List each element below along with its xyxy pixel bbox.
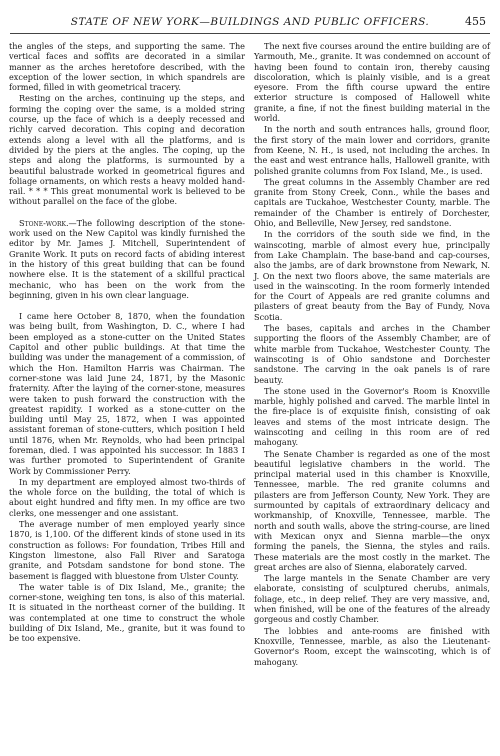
page-number: 455 bbox=[465, 15, 486, 28]
paragraph: The lobbies and ante-rooms are finished with Knoxville, Tennessee, marble, as also the Lieutenant-Governor's Room, except the wainscoting, which is of mahogany. bbox=[254, 625, 490, 667]
running-header-title: STATE OF NEW YORK—BUILDINGS AND PUBLIC OFFICERS. bbox=[70, 16, 430, 28]
paragraph-stone-work bbox=[9, 218, 245, 300]
paragraph-body: —The following description of the stone-work used on the New Capitol was kindly furnished the editor by Mr. James J. Mitchell, Superintendent of Granite Work. It puts on record facts of abiding interest in the history of this great building that can be found nowhere else. It is the statement of a skillful practical mechanic, who has been on the work from the beginning, given in his own clear language. bbox=[9, 217, 245, 300]
section-lead-in: Stone-work. bbox=[19, 217, 69, 228]
paragraph: The stone used in the Governor's Room is Knoxville marble, highly polished and carved. The marble lintel in the fire-place is of exquisite finish, consisting of oak leaves and stems of the most intricate design. The wainscoting and ceiling in this room are of red mahogany. bbox=[254, 385, 490, 448]
running-header bbox=[10, 14, 490, 30]
paragraph: In the north and south entrances halls, ground floor, the first story of the main lower and corridors, granite from Keene, N. H., is used, not including the arches. In the east and west entrance halls, Hallowell granite, with polished granite columns from Fox Island, Me., is used. bbox=[254, 124, 490, 176]
paragraph: I came here October 8, 1870, when the foundation was being built, from Washington, D. C., where I had been employed as a stone-cutter on the United States Capitol and other public buildings. At that time the building was under the management of a commission, of which the Hon. Hamilton Harris was Chairman. The corner-stone was laid June 24, 1871, by the Masonic fraternity. After the laying of the corner-stone, measures were taken to push forward the construction with the greatest rapidity. I worked as a stone-cutter on the building until May 25, 1872, when I was appointed assistant foreman of stone-cutters, which position I held until 1876, when Mr. Reynolds, who had been principal foreman, died. I was appointed his successor. In 1883 I was further promoted to Superintendent of Granite Work by Commissioner Perry. bbox=[9, 311, 245, 476]
paragraph: In my department are employed almost two-thirds of the whole force on the building, the total of which is about eight hundred and fifty men. In my office are two clerks, one messenger and one assistant. bbox=[9, 476, 245, 518]
paragraph: In the corridors of the south side we find, in the wainscoting, marble of almost every hue, principally from Lake Champlain. The base-band and cap-courses, also the jambs, are of dark brownstone from Newark, N. J. On the next two floors above, the same materials are used in the wainscoting. In the room formerly intended for the Court of Appeals are red granite columns and pilasters of great beauty from the Bay of Fundy, Nova Scotia. bbox=[254, 229, 490, 322]
right-column bbox=[254, 41, 490, 748]
left-column bbox=[9, 41, 245, 748]
paragraph: the angles of the steps, and supporting the same. The vertical faces and soffits are decorated in a similar manner as the arches heretofore described, with the exception of the lower section, in which spandrels are formed, filled in with geometrical tracery. bbox=[9, 41, 245, 93]
paragraph: The great columns in the Assembly Chamber are red granite from Stony Creek, Conn., while the bases and capitals are Tuckahoe, Westchester County, marble. The remainder of the Chamber is entirely of Dorchester, Ohio, and Belleville, New Jersey, red sandstone. bbox=[254, 176, 490, 229]
paragraph: The average number of men employed yearly since 1870, is 1,100. Of the different kinds of stone used in its construction as follows: For foundation, Tribes Hill and Kingston limestone, also Fall River and Saratoga granite, and Potsdam sandstone for bond stone. The basement is flagged with bluestone from Ulster County. bbox=[9, 519, 245, 581]
paragraph: The water table is of Dix Island, Me., granite; the corner-stone, weighing ten tons, is also of this material. It is situated in the northeast corner of the building. It was contemplated at one time to construct the whole building of Dix Island, Me., granite, but it was found to be too expensive. bbox=[9, 581, 245, 644]
paragraph: The Senate Chamber is regarded as one of the most beautiful legislative chambers in the world. The principal material used in this chamber is Knoxville, Tennessee, marble. The red granite columns and pilasters are from Jefferson County, New York. They are surmounted by capitals of extraordinary delicacy and workmanship, of Knoxville, Tennessee, marble. The north and south walls, above the string-course, are lined with Mexican onyx and Sienna marble—the onyx forming the panels, the Sienna, the styles and rails. These materials are the most costly in the market. The great arches are also of Sienna, elaborately carved. bbox=[254, 448, 490, 572]
paragraph: The bases, capitals and arches in the Chamber supporting the floors of the Assembly Chamber, are of white marble from Tuckahoe, Westchester County. The wainscoting is of Ohio sandstone and Dorchester sandstone. The carving in the oak panels is of rare beauty. bbox=[254, 323, 490, 385]
header-rule bbox=[10, 33, 490, 34]
paragraph: The large mantels in the Senate Chamber are very elaborate, consisting of sculptured cherubs, animals, foliage, etc., in deep relief. They are very massive, and, when finished, will be one of the features of the already gorgeous and costly Chamber. bbox=[254, 573, 490, 625]
paragraph: The next five courses around the entire building are of Yarmouth, Me., granite. It was condemned on account of having been found to contain iron, thereby causing discoloration, which is plainly visible, and is a great eyesore. From the fifth course upward the entire exterior structure is composed of Hallowell white granite, a fine, if not the finest building material in the world. bbox=[254, 41, 490, 124]
paragraph: Resting on the arches, continuing up the steps, and forming the coping over the same, is a molded string course, up the face of which is a deeply recessed and richly carved decoration. This coping and decoration extends along a level with all the platforms, and is divided by the piers at the angles. The coping, up the steps and along the platforms, is surmounted by a beautiful balustrade worked in geometrical figures and foliage ornaments, on which rests a heavy molded hand-rail. * * * This great monumental work is believed to be without parallel on the face of the globe. bbox=[9, 93, 245, 207]
